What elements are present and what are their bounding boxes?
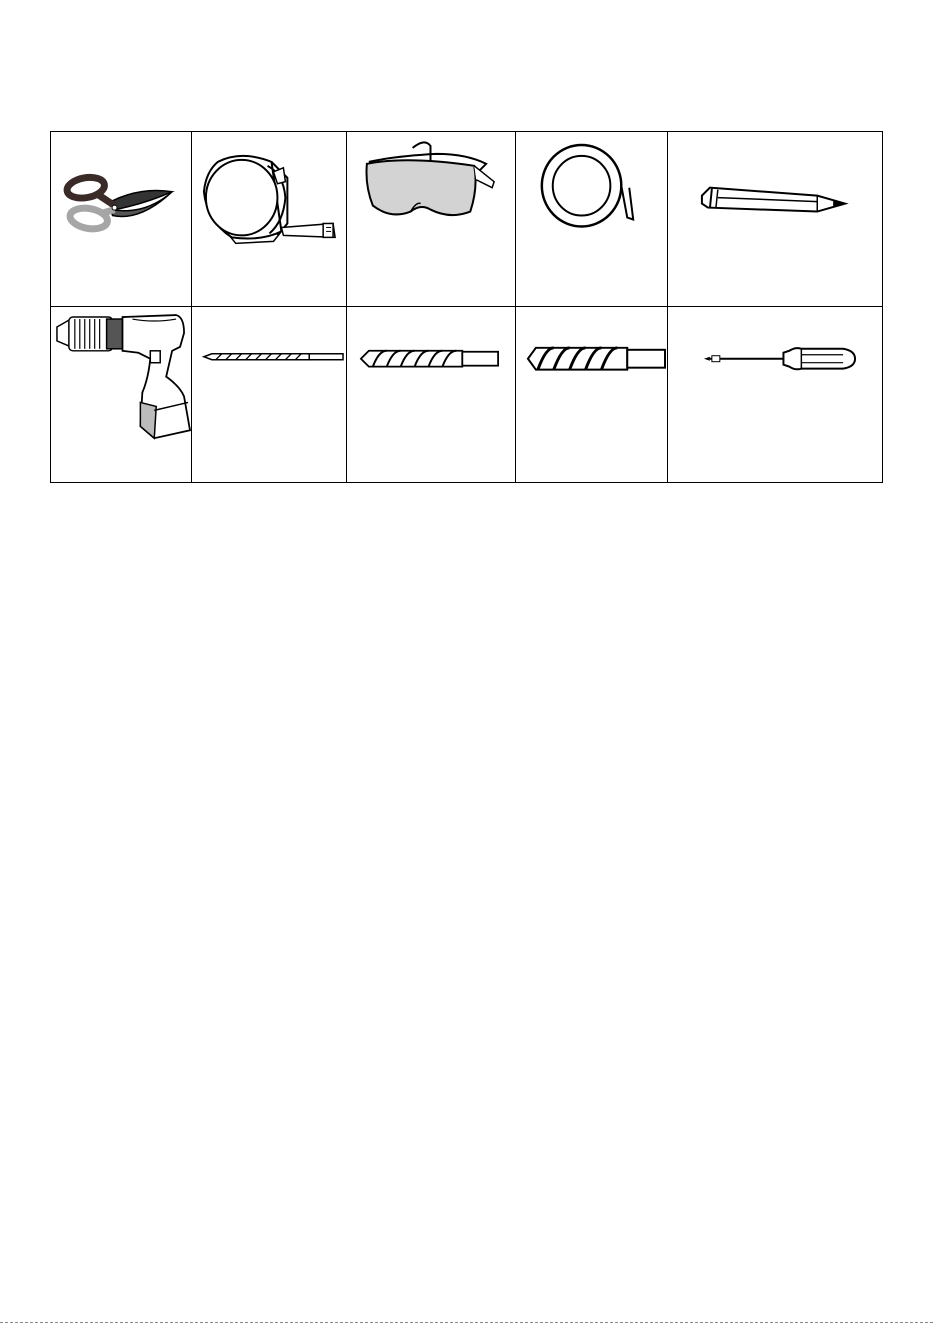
- screwdriver-icon: [668, 307, 882, 482]
- medium-drill-bit-icon: [347, 307, 515, 482]
- tool-cell: [516, 307, 668, 483]
- tool-cell: [192, 307, 347, 483]
- tool-cell: [51, 132, 192, 307]
- tool-cell: [668, 307, 883, 483]
- page-bottom-rule: [0, 1322, 933, 1323]
- tools-row-2: [51, 307, 883, 483]
- tool-cell: [347, 132, 516, 307]
- tool-cell: [516, 132, 668, 307]
- tools-table: [50, 131, 883, 483]
- tool-cell: [347, 307, 516, 483]
- safety-goggles-icon: [347, 132, 515, 306]
- tape-roll-icon: [516, 132, 667, 306]
- tools-row-1: [51, 132, 883, 307]
- tool-cell: [192, 132, 347, 307]
- thick-drill-bit-icon: [516, 307, 667, 482]
- cordless-drill-icon: [51, 307, 191, 482]
- tool-cell: [668, 132, 883, 307]
- thin-drill-bit-icon: [192, 307, 346, 482]
- tape-measure-icon: [192, 132, 346, 306]
- pencil-icon: [668, 132, 882, 306]
- scissors-icon: [51, 132, 191, 306]
- tool-cell: [51, 307, 192, 483]
